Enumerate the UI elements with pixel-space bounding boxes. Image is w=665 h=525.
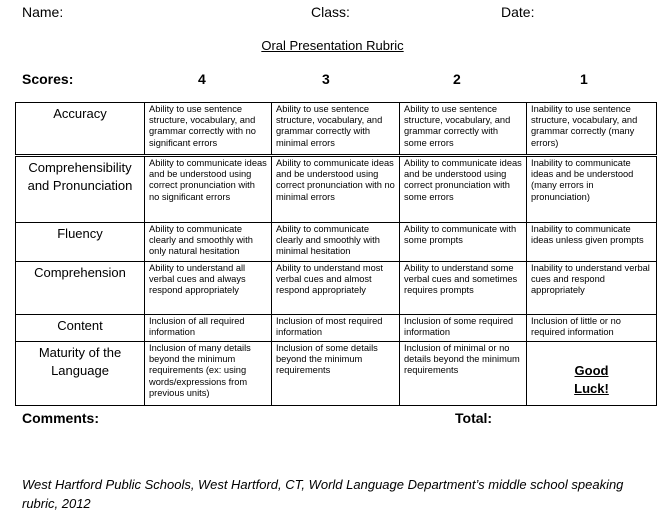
class-label: Class: — [311, 4, 350, 20]
score-3: 3 — [322, 71, 330, 87]
source-citation: West Hartford Public Schools, West Hartford, CT, World Language Department’s middle school speaking rubric, 2012 — [22, 477, 624, 511]
category-content: Content — [16, 315, 145, 342]
score-2: 2 — [453, 71, 461, 87]
criteria-cell: Ability to communicate clearly and smoothly with only natural hesitation — [145, 223, 272, 262]
page-title: Oral Presentation Rubric — [261, 38, 404, 53]
criteria-cell: Ability to communicate ideas and be understood using correct pronunciation with no significant errors — [145, 156, 272, 223]
criteria-cell: Inclusion of some required information — [400, 315, 527, 342]
name-label: Name: — [22, 4, 64, 20]
criteria-cell: Inability to communicate ideas unless given prompts — [527, 223, 657, 262]
criteria-cell: Inclusion of most required information — [272, 315, 400, 342]
criteria-cell: Ability to understand some verbal cues and sometimes requires prompts — [400, 262, 527, 315]
criteria-cell: Ability to communicate clearly and smoothly with minimal hesitation — [272, 223, 400, 262]
date-label: Date: — [501, 4, 535, 20]
criteria-cell: Inability to communicate ideas and be understood (many errors in pronunciation) — [527, 156, 657, 223]
row-comprehensibility — [16, 156, 657, 223]
category-maturity: Maturity of the Language — [16, 342, 145, 406]
good-luck-text: Good Luck! — [574, 363, 609, 396]
criteria-cell: Ability to use sentence structure, vocabulary, and grammar correctly with some errors — [400, 103, 527, 156]
criteria-cell: Ability to understand all verbal cues and always respond appropriately — [145, 262, 272, 315]
criteria-cell: Ability to use sentence structure, vocabulary, and grammar correctly with no significant errors — [145, 103, 272, 156]
criteria-cell: Ability to use sentence structure, vocabulary, and grammar correctly with minimal errors — [272, 103, 400, 156]
category-comprehension: Comprehension — [16, 262, 145, 315]
score-1: 1 — [580, 71, 588, 87]
criteria-cell: Inclusion of minimal or no details beyond the minimum requirements — [400, 342, 527, 406]
criteria-cell: Ability to communicate ideas and be understood using correct pronunciation with no minimal errors — [272, 156, 400, 223]
comments-label: Comments: — [22, 410, 100, 426]
total-label: Total: — [455, 410, 493, 426]
score-4: 4 — [198, 71, 206, 87]
criteria-cell: Inclusion of some details beyond the minimum requirements — [272, 342, 400, 406]
criteria-cell: Inability to understand verbal cues and respond appropriately — [527, 262, 657, 315]
criteria-cell: Ability to understand most verbal cues and almost respond appropriately — [272, 262, 400, 315]
criteria-cell: Ability to communicate ideas and be understood using correct pronunciation with some errors — [400, 156, 527, 223]
row-accuracy — [16, 103, 657, 156]
category-accuracy: Accuracy — [16, 103, 145, 156]
rubric-table — [15, 102, 657, 406]
criteria-cell: Ability to communicate with some prompts — [400, 223, 527, 262]
criteria-cell: Inability to use sentence structure, vocabulary, and grammar correctly (many errors) — [527, 103, 657, 156]
criteria-cell: Inclusion of many details beyond the minimum requirements (ex: using words/expressions from previous units) — [145, 342, 272, 406]
scores-label: Scores: — [22, 71, 74, 87]
criteria-cell: Inclusion of all required information — [145, 315, 272, 342]
category-comprehensibility: Comprehensibility and Pronunciation — [16, 156, 145, 223]
row-content — [16, 315, 657, 342]
good-luck-cell — [527, 342, 657, 406]
criteria-cell: Inclusion of little or no required information — [527, 315, 657, 342]
row-maturity — [16, 342, 657, 406]
row-comprehension — [16, 262, 657, 315]
row-fluency — [16, 223, 657, 262]
category-fluency: Fluency — [16, 223, 145, 262]
